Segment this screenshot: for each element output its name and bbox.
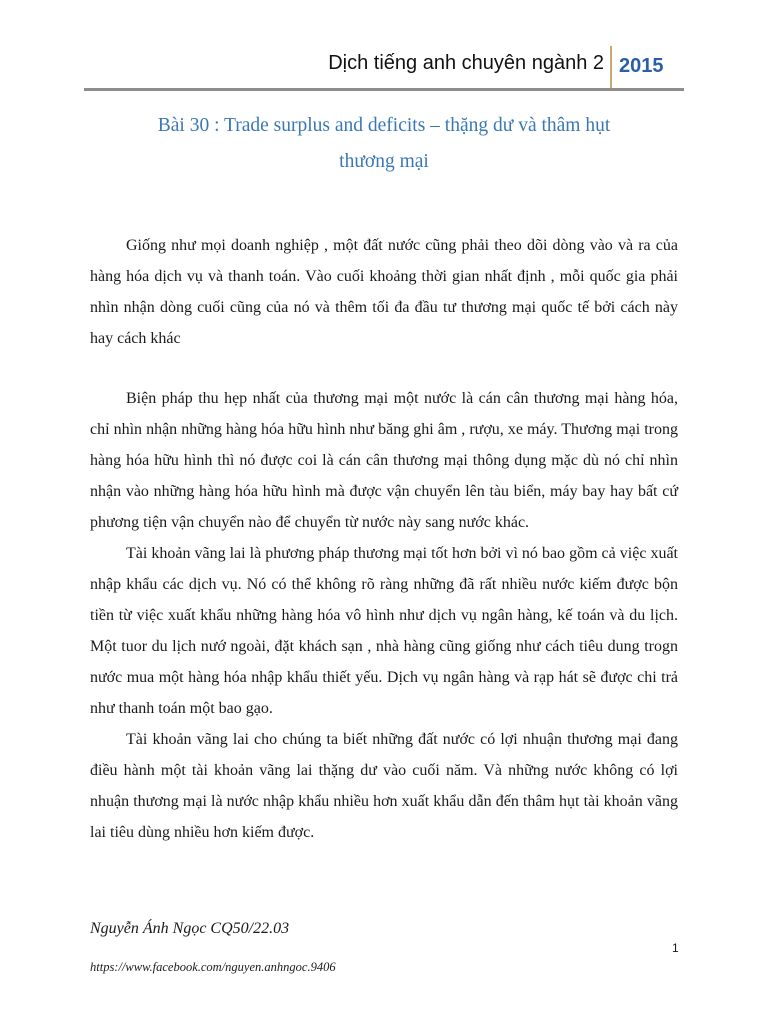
footer-author: Nguyễn Ánh Ngọc CQ50/22.03 [90,920,290,937]
paragraph-1: Giống như mọi doanh nghiệp , một đất nước cũng phải theo dõi dòng vào và ra của hàng hóa dịch vụ và thanh toán. Vào cuối khoảng thời gian nhất định , mỗi quốc gia phải nhìn nhận dòng cuối cũng của nó và thêm tối đa đầu tư thương mại quốc tế bởi cách này hay cách khác [90,237,678,347]
header-rule [84,88,684,91]
page-number: 1 [672,941,679,955]
body-section-2 [90,383,678,848]
page-header [84,40,684,90]
document-title [84,108,684,180]
body-section-1 [90,230,678,354]
document-title-line-2: thương mại [339,151,429,172]
header-year: 2015 [619,55,664,77]
paragraph-2: Biện pháp thu hẹp nhất của thương mại một nước là cán cân thương mại hàng hóa, chỉ nhìn nhận những hàng hóa hữu hình như băng ghi âm , rượu, xe máy. Thương mại trong hàng hóa hữu hình thì nó được coi là cán cân thương mại thông dụng mặc dù nó chỉ nhìn nhận vào những hàng hóa hữu hình mà được vận chuyển lên tàu biển, máy bay hay bất cứ phương tiện vận chuyển nào để chuyển từ nước này sang nước khác. [90,390,678,531]
header-separator [610,46,612,90]
header-title: Dịch tiếng anh chuyên ngành 2 [328,52,604,74]
footer-url-link[interactable]: https://www.facebook.com/nguyen.anhngoc.9406 [90,960,336,974]
paragraph-4: Tài khoản vãng lai cho chúng ta biết những đất nước có lợi nhuận thương mại đang điều hành một tài khoản vãng lai thặng dư vào cuối năm. Và những nước không có lợi nhuận thương mại là nước nhập khẩu nhiều hơn xuất khẩu dẫn đến thâm hụt tài khoản vãng lai tiêu dùng nhiều hơn kiếm được. [90,731,678,841]
document-title-line-1: Bài 30 : Trade surplus and deficits – thặng dư và thâm hụt [157,115,611,136]
paragraph-3: Tài khoản vãng lai là phương pháp thương mại tốt hơn bởi vì nó bao gồm cả việc xuất nhập khẩu các dịch vụ. Nó có thể không rõ ràng những đã rất nhiều nước kiếm được bộn tiền từ việc xuất khẩu những hàng hóa vô hình như dịch vụ ngân hàng, kế toán và du lịch. Một tuor du lịch nướ ngoài, đặt khách sạn , nhà hàng cũng giống như cách tiêu dung trogn nước mua một hàng hóa nhập khẩu thiết yếu. Dịch vụ ngân hàng và rạp hát sẽ được chi trả như thanh toán một bao gạo. [90,545,678,717]
